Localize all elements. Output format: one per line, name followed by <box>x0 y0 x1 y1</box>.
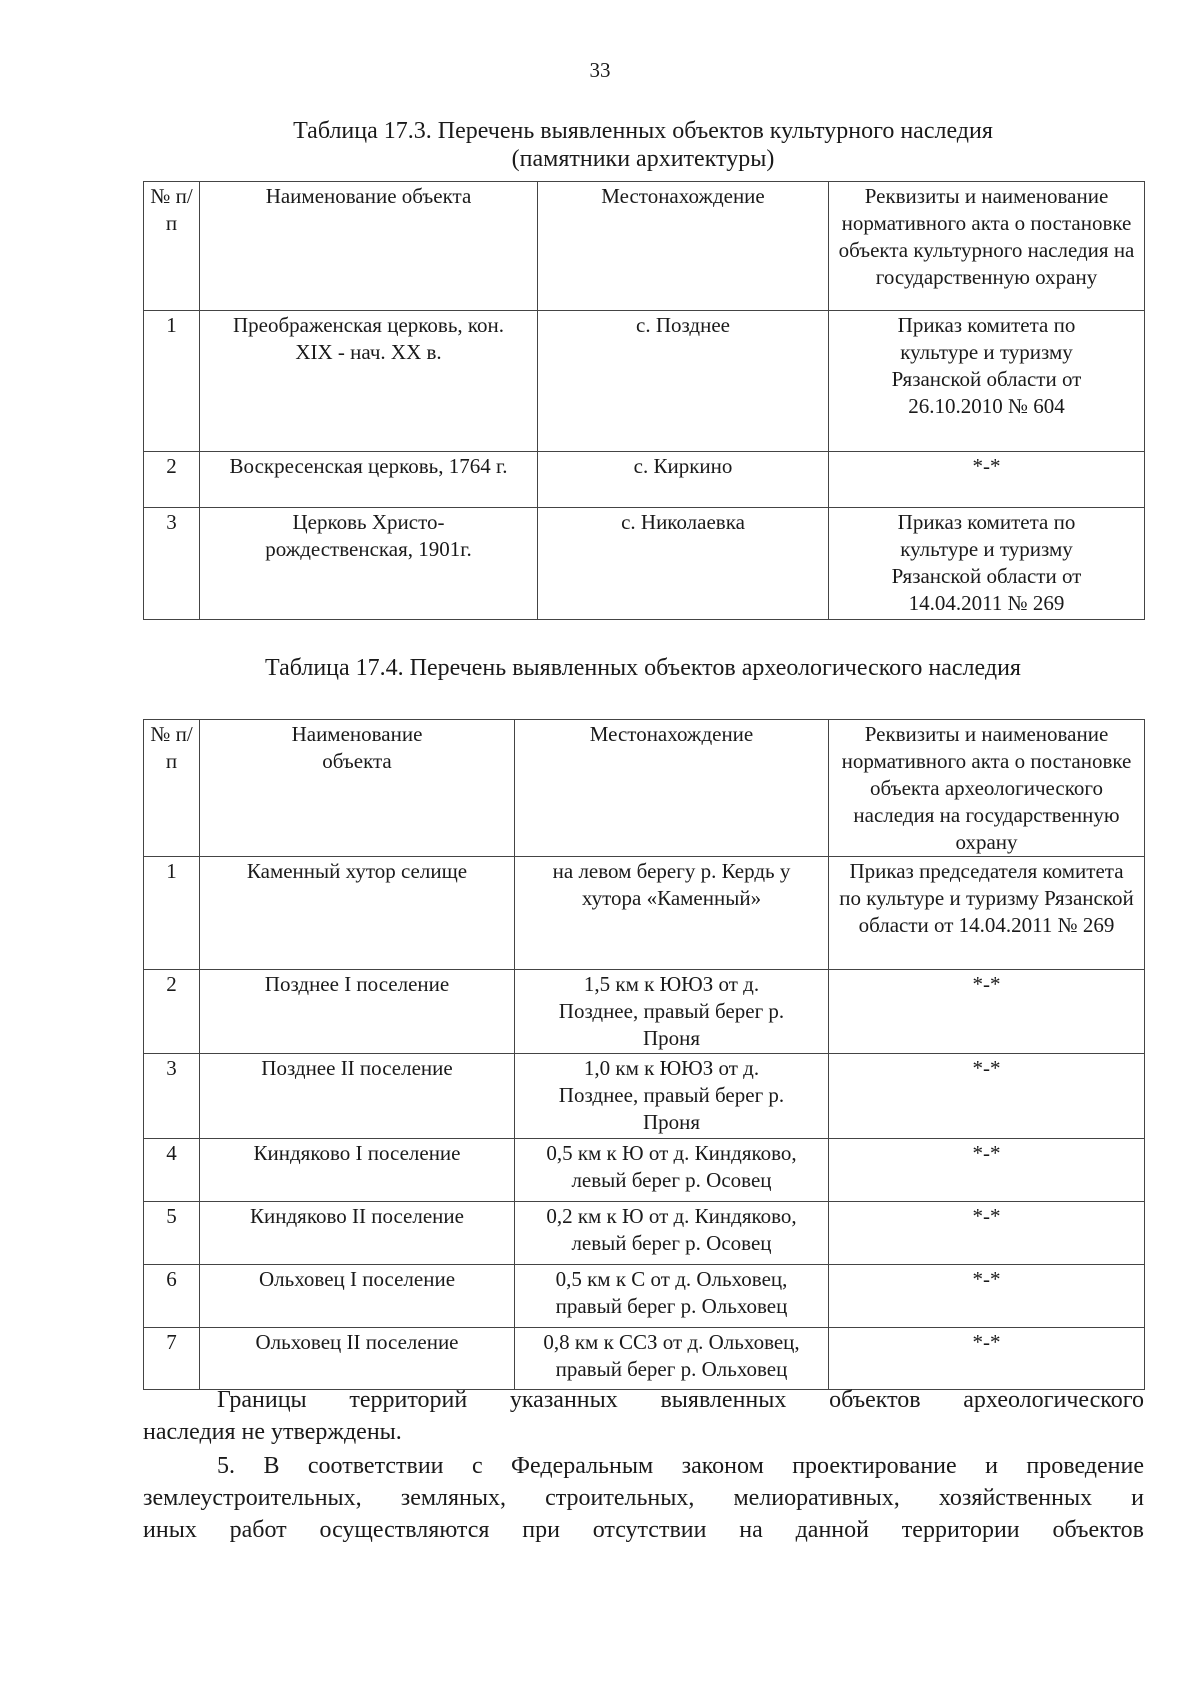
header-location <box>515 720 829 857</box>
table-row <box>144 311 1145 452</box>
cell-location: с. Киркино <box>538 452 829 508</box>
table-header-row <box>144 182 1145 311</box>
table-row <box>144 1139 1145 1202</box>
table-row <box>144 1054 1145 1139</box>
page-number: 33 <box>589 58 611 82</box>
cell-num: 7 <box>144 1328 200 1390</box>
header-name <box>200 720 515 857</box>
cell-act: *-* <box>829 1265 1145 1328</box>
table-row <box>144 508 1145 620</box>
cell-act: *-* <box>829 452 1145 508</box>
table-archaeological-heritage <box>143 719 1145 1390</box>
cell-name: Каменный хутор селище <box>200 857 515 970</box>
header-num-text: № п/п <box>150 184 193 235</box>
cell-num: 1 <box>144 311 200 452</box>
header-act <box>829 720 1145 857</box>
cell-num: 5 <box>144 1202 200 1265</box>
paragraph-federal-law-line2: землеустроительных, земляных, строительных, мелиоративных, хозяйственных и <box>143 1485 1144 1511</box>
header-name <box>200 182 538 311</box>
cell-num: 4 <box>144 1139 200 1202</box>
cell-name: Ольховец II поселение <box>200 1328 515 1390</box>
cell-location: 0,5 км к Ю от д. Киндяково, левый берег р. Осовец <box>515 1139 829 1202</box>
cell-name: Киндяково II поселение <box>200 1202 515 1265</box>
cell-act: *-* <box>829 1202 1145 1265</box>
cell-location: 0,5 км к С от д. Ольховец, правый берег р. Ольховец <box>515 1265 829 1328</box>
cell-name: Позднее I поселение <box>200 970 515 1054</box>
cell-act: Приказ комитета по культуре и туризму Рязанской области от 14.04.2011 № 269 <box>829 508 1145 620</box>
table-header-row <box>144 720 1145 857</box>
table-row <box>144 857 1145 970</box>
paragraph-boundaries-line2: наследия не утверждены. <box>143 1419 402 1445</box>
cell-act: Приказ председателя комитета по культуре и туризму Рязанской области от 14.04.2011 № 269 <box>829 857 1145 970</box>
table-row <box>144 1265 1145 1328</box>
table-row <box>144 970 1145 1054</box>
table-17-3-caption-line1: Таблица 17.3. Перечень выявленных объектов культурного наследия <box>293 118 993 144</box>
cell-act: *-* <box>829 970 1145 1054</box>
table-row <box>144 1328 1145 1390</box>
header-act-text: Реквизиты и наименование нормативного акта о постановке объекта археологического наследия на государственную охрану <box>841 722 1132 854</box>
cell-location: 0,8 км к ССЗ от д. Ольховец, правый берег р. Ольховец <box>515 1328 829 1390</box>
paragraph-federal-law <box>143 1450 1144 1546</box>
table-row <box>144 452 1145 508</box>
table-architecture-monuments <box>143 181 1145 620</box>
cell-num: 6 <box>144 1265 200 1328</box>
table-17-4-caption: Таблица 17.4. Перечень выявленных объектов археологического наследия <box>265 655 1021 681</box>
cell-name: Воскресенская церковь, 1764 г. <box>200 452 538 508</box>
header-act <box>829 182 1145 311</box>
header-name-text: Наименование объекта <box>291 722 423 773</box>
cell-name: Церковь Христо-рождественская, 1901г. <box>200 508 538 620</box>
cell-location: 1,0 км к ЮЮЗ от д. Позднее, правый берег р. Проня <box>515 1054 829 1139</box>
cell-num: 3 <box>144 508 200 620</box>
header-location-text: Местонахождение <box>601 184 765 208</box>
cell-act: *-* <box>829 1054 1145 1139</box>
header-location <box>538 182 829 311</box>
cell-location: с. Николаевка <box>538 508 829 620</box>
header-num <box>144 720 200 857</box>
cell-name: Киндяково I поселение <box>200 1139 515 1202</box>
paragraph-boundaries-line1: Границы территорий указанных выявленных объектов археологического <box>217 1387 1144 1413</box>
header-num-text: № п/п <box>150 722 193 773</box>
cell-location: с. Позднее <box>538 311 829 452</box>
header-location-text: Местонахождение <box>589 722 754 746</box>
cell-act: Приказ комитета по культуре и туризму Рязанской области от 26.10.2010 № 604 <box>829 311 1145 452</box>
header-num <box>144 182 200 311</box>
cell-location: на левом берегу р. Кердь у хутора «Каменный» <box>515 857 829 970</box>
cell-act: *-* <box>829 1139 1145 1202</box>
header-name-text: Наименование объекта <box>265 184 472 208</box>
paragraph-federal-law-line1: 5. В соответствии с Федеральным законом проектирование и проведение <box>217 1453 1144 1479</box>
cell-name: Ольховец I поселение <box>200 1265 515 1328</box>
cell-location: 0,2 км к Ю от д. Киндяково, левый берег р. Осовец <box>515 1202 829 1265</box>
cell-name: Позднее II поселение <box>200 1054 515 1139</box>
cell-num: 3 <box>144 1054 200 1139</box>
cell-num: 1 <box>144 857 200 970</box>
table-17-3-caption <box>143 116 1143 172</box>
cell-act: *-* <box>829 1328 1145 1390</box>
cell-num: 2 <box>144 452 200 508</box>
table-17-3-caption-line2: (памятники архитектуры) <box>511 146 775 172</box>
cell-num: 2 <box>144 970 200 1054</box>
table-row <box>144 1202 1145 1265</box>
header-act-text: Реквизиты и наименование нормативного акта о постановке объекта культурного наследия на государственную охрану <box>838 184 1135 289</box>
cell-name: Преображенская церковь, кон. XIX - нач. XX в. <box>200 311 538 452</box>
paragraph-federal-law-line3: иных работ осуществляются при отсутствии на данной территории объектов <box>143 1517 1144 1543</box>
cell-location: 1,5 км к ЮЮЗ от д. Позднее, правый берег р. Проня <box>515 970 829 1054</box>
